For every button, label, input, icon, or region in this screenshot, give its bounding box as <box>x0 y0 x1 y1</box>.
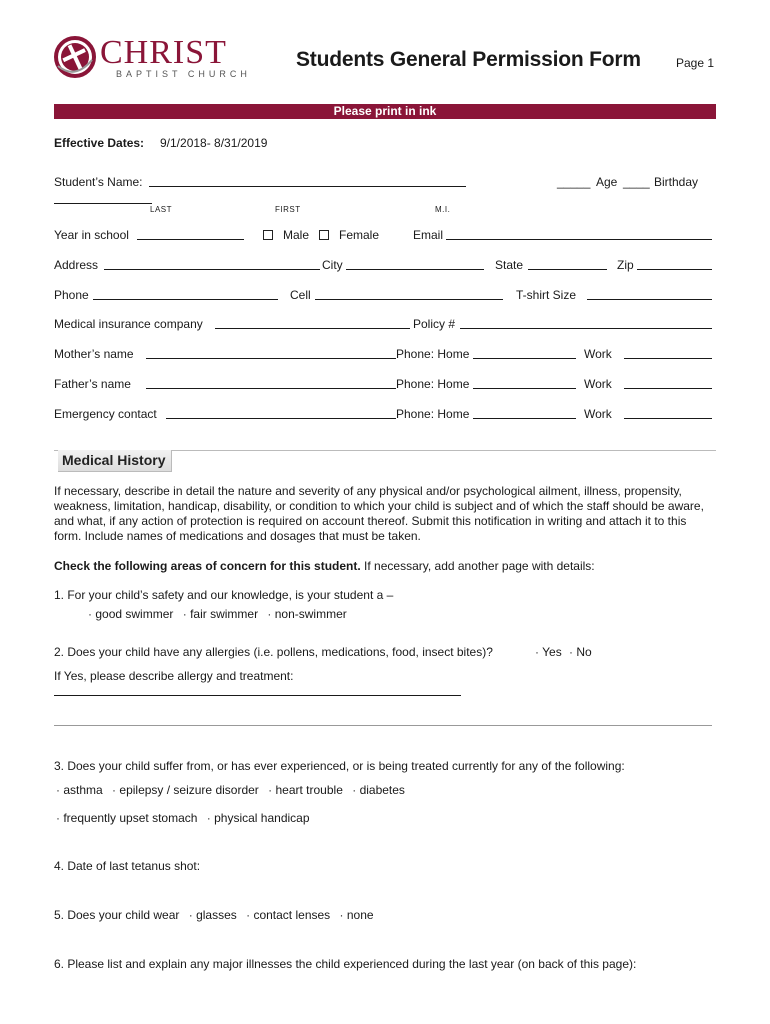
city-label: City <box>322 258 343 272</box>
option-contact-lenses[interactable]: contact lenses <box>253 908 331 922</box>
question-3-options-row-2 <box>56 811 310 825</box>
logo-subtitle: BAPTIST CHURCH <box>116 69 251 79</box>
mother-name-label: Mother’s name <box>54 347 134 361</box>
emergency-work-field[interactable] <box>624 418 712 419</box>
logo-wordmark: CHRIST <box>100 34 227 71</box>
city-field[interactable] <box>346 269 484 270</box>
question-2-options <box>535 645 592 659</box>
first-name-caption: FIRST <box>275 205 301 214</box>
question-4: 4. Date of last tetanus shot: <box>54 859 201 873</box>
female-checkbox[interactable] <box>319 230 329 240</box>
age-label: Age <box>596 175 618 189</box>
medical-history-heading: Medical History <box>58 450 172 472</box>
father-work-field[interactable] <box>624 388 712 389</box>
option-asthma[interactable]: asthma <box>63 783 103 797</box>
birthday-blank[interactable]: ____ <box>623 175 650 189</box>
church-logo <box>54 36 264 84</box>
phone-field[interactable] <box>93 299 278 300</box>
male-label: Male <box>283 228 310 242</box>
female-label: Female <box>339 228 380 242</box>
address-label: Address <box>54 258 99 272</box>
email-label: Email <box>413 228 444 242</box>
cell-label: Cell <box>290 288 311 302</box>
zip-field[interactable] <box>637 269 712 270</box>
mother-phone-home-field[interactable] <box>473 358 576 359</box>
student-name-label: Student’s Name: <box>54 175 143 189</box>
option-good-swimmer[interactable]: good swimmer <box>95 607 174 621</box>
option-bullet: · <box>188 908 193 922</box>
option-diabetes[interactable]: diabetes <box>359 783 405 797</box>
email-field[interactable] <box>446 239 712 240</box>
check-areas-instruction <box>54 559 595 573</box>
age-blank[interactable]: _____ <box>557 175 591 189</box>
cross-circle-icon <box>54 36 96 78</box>
option-bullet: · <box>569 645 574 659</box>
option-bullet: · <box>246 908 251 922</box>
insurance-field[interactable] <box>215 328 410 329</box>
emergency-work-label: Work <box>584 407 612 421</box>
mother-phone-home-label: Phone: Home <box>396 347 470 361</box>
zip-label: Zip <box>617 258 634 272</box>
page-number: Page 1 <box>676 56 715 70</box>
state-field[interactable] <box>528 269 607 270</box>
option-bullet: · <box>535 645 539 659</box>
tshirt-label: T-shirt Size <box>516 288 577 302</box>
option-no[interactable]: No <box>576 645 592 659</box>
mother-name-field[interactable] <box>146 358 396 359</box>
option-fair-swimmer[interactable]: fair swimmer <box>190 607 259 621</box>
option-bullet: · <box>352 783 357 797</box>
insurance-label: Medical insurance company <box>54 317 203 331</box>
state-label: State <box>495 258 524 272</box>
emergency-contact-label: Emergency contact <box>54 407 157 421</box>
father-phone-home-label: Phone: Home <box>396 377 470 391</box>
option-glasses[interactable]: glasses <box>196 908 237 922</box>
allergy-description-line-2[interactable] <box>54 725 712 726</box>
policy-label: Policy # <box>413 317 456 331</box>
option-heart-trouble[interactable]: heart trouble <box>275 783 343 797</box>
effective-dates-value: 9/1/2018- 8/31/2019 <box>160 136 268 150</box>
question-5 <box>54 908 374 922</box>
page-title: Students General Permission Form <box>296 48 641 71</box>
birthday-label: Birthday <box>654 175 699 189</box>
address-field[interactable] <box>104 269 320 270</box>
last-name-caption: LAST <box>150 205 173 214</box>
question-3-options-row-1 <box>56 783 405 797</box>
check-areas-bold: Check the following areas of concern for this student. <box>54 559 361 573</box>
tshirt-field[interactable] <box>587 299 712 300</box>
father-name-label: Father’s name <box>54 377 131 391</box>
option-bullet: · <box>112 783 117 797</box>
emergency-contact-field[interactable] <box>166 418 396 419</box>
option-bullet: · <box>267 607 272 621</box>
check-areas-rest: If necessary, add another page with details: <box>360 559 595 573</box>
option-non-swimmer[interactable]: non-swimmer <box>274 607 347 621</box>
option-bullet: · <box>56 783 60 797</box>
father-name-field[interactable] <box>146 388 396 389</box>
emergency-phone-home-field[interactable] <box>473 418 576 419</box>
year-in-school-field[interactable] <box>137 239 244 240</box>
effective-dates-label: Effective Dates: <box>54 136 145 150</box>
option-bullet: · <box>182 607 187 621</box>
option-yes[interactable]: Yes <box>542 645 562 659</box>
father-phone-home-field[interactable] <box>473 388 576 389</box>
option-bullet: · <box>268 783 273 797</box>
print-in-ink-banner: Please print in ink <box>54 104 716 119</box>
option-epilepsy[interactable]: epilepsy / seizure disorder <box>119 783 259 797</box>
option-bullet: · <box>206 811 211 825</box>
allergy-followup-label: If Yes, please describe allergy and treatment: <box>54 669 294 683</box>
question-1: 1. For your child’s safety and our knowledge, is your student a – <box>54 588 394 602</box>
question-1-options <box>88 607 347 621</box>
mother-work-field[interactable] <box>624 358 712 359</box>
mother-work-label: Work <box>584 347 612 361</box>
male-checkbox[interactable] <box>263 230 273 240</box>
medical-intro-paragraph: If necessary, describe in detail the nature and severity of any physical and/or psychological ailment, illness, propensity, weakness, limitation, handicap, disability, or condition to which your child is subject and of which the staff should be aware, and what, if any action of protection is required on account thereof. Submit this notification in writing and attach it to this form. Include names of medications and dosages that must be taken. <box>54 484 704 543</box>
policy-field[interactable] <box>460 328 712 329</box>
year-in-school-label: Year in school <box>54 228 129 242</box>
question-5-text: 5. Does your child wear <box>54 908 180 922</box>
allergy-description-line-1[interactable] <box>54 695 461 696</box>
option-bullet: · <box>56 811 60 825</box>
option-bullet: · <box>339 908 344 922</box>
phone-label: Phone <box>54 288 89 302</box>
question-2: 2. Does your child have any allergies (i.e. pollens, medications, food, insect bites)? <box>54 645 493 659</box>
question-3: 3. Does your child suffer from, or has ever experienced, or is being treated currently for any of the following: <box>54 759 625 773</box>
medical-history-section-header <box>54 448 716 474</box>
option-upset-stomach[interactable]: frequently upset stomach <box>63 811 198 825</box>
option-none[interactable]: none <box>346 908 374 922</box>
father-work-label: Work <box>584 377 612 391</box>
cell-field[interactable] <box>315 299 503 300</box>
option-physical-handicap[interactable]: physical handicap <box>214 811 310 825</box>
student-name-field[interactable] <box>149 186 466 187</box>
middle-initial-caption: M.I. <box>435 205 451 214</box>
emergency-phone-home-label: Phone: Home <box>396 407 470 421</box>
birthday-field[interactable] <box>54 203 152 204</box>
question-6: 6. Please list and explain any major illnesses the child experienced during the last year (on back of this page): <box>54 957 637 971</box>
option-bullet: · <box>88 607 92 621</box>
